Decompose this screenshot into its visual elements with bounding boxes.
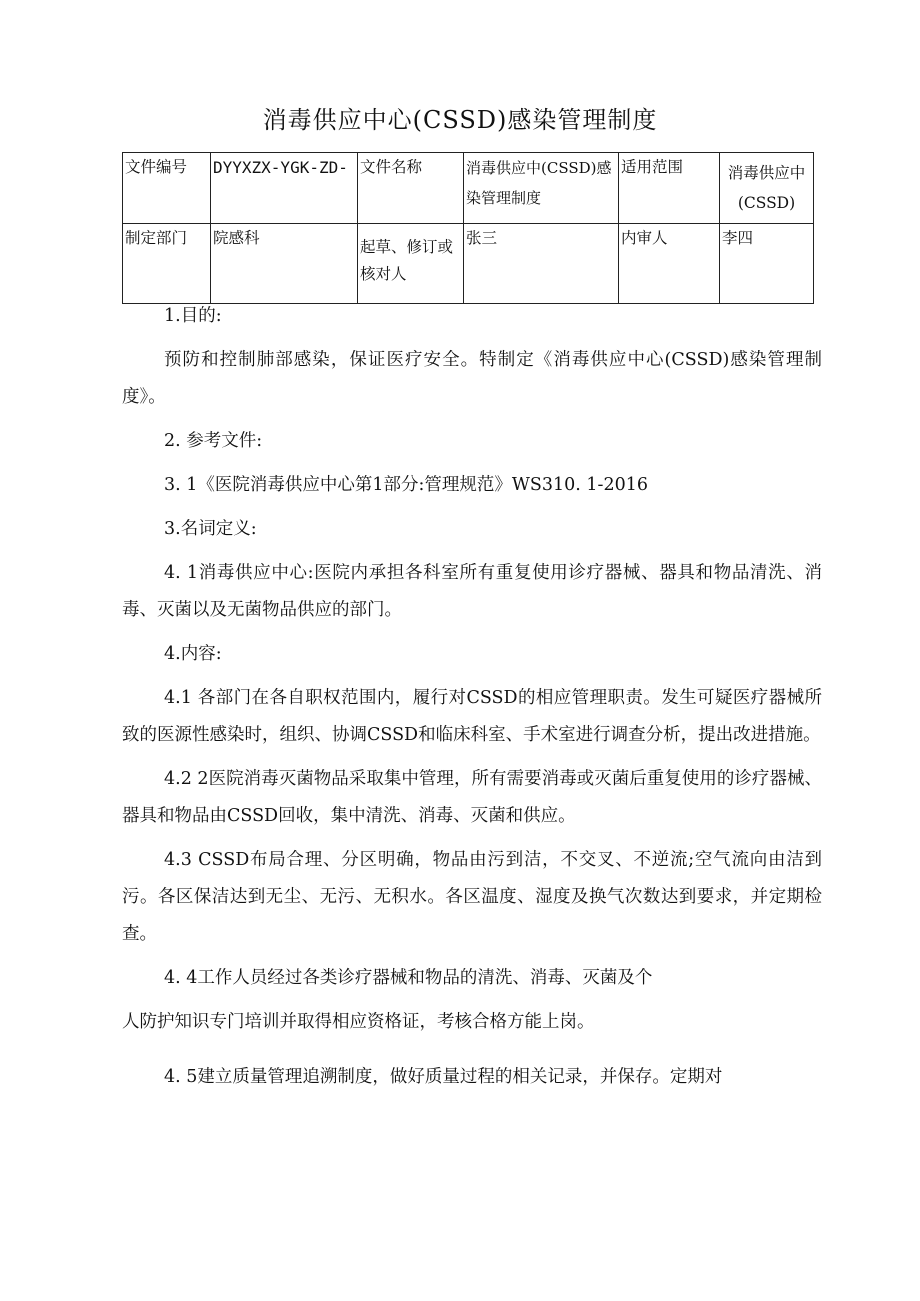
- meta-row: [123, 224, 814, 304]
- paragraph: 4.2 2医院消毒灭菌物品采取集中管理，所有需要消毒或灭菌后重复使用的诊疗器械、器具和物品由CSSD回收，集中清洗、消毒、灭菌和供应。: [122, 769, 822, 826]
- dept-label: 制定部门: [123, 224, 211, 304]
- paragraph: 4.1 各部门在各自职权范围内，履行对CSSD的相应管理职责。发生可疑医疗器械所致的医源性感染时，组织、协调CSSD和临床科室、手术室进行调查分析，提出改进措施。: [122, 688, 822, 745]
- section-heading: 3.名词定义:: [164, 519, 257, 539]
- drafter-label: 起草、修订或核对人: [358, 224, 464, 304]
- section-heading: 1.目的:: [164, 306, 222, 326]
- reviewer-value: 李四: [720, 224, 814, 304]
- section-heading: 4.内容:: [164, 644, 222, 664]
- paragraph: 预防和控制肺部感染，保证医疗安全。特制定《消毒供应中心(CSSD)感染管理制度》。: [122, 350, 822, 407]
- dept-value: 院感科: [211, 224, 358, 304]
- doc-no-value: DYYXZX-YGK-ZD-: [211, 153, 358, 224]
- doc-no-label: 文件编号: [123, 153, 211, 224]
- reviewer-label: 内审人: [619, 224, 720, 304]
- paragraph: 4. 1消毒供应中心:医院内承担各科室所有重复使用诊疗器械、器具和物品清洗、消毒、灭菌以及无菌物品供应的部门。: [122, 563, 822, 620]
- doc-name-value: 消毒供应中(CSSD)感染管理制度: [464, 153, 619, 224]
- doc-name-label: 文件名称: [358, 153, 464, 224]
- section-heading: 2. 参考文件:: [164, 431, 263, 451]
- meta-row: [123, 153, 814, 224]
- document-title: 消毒供应中心(CSSD)感染管理制度: [262, 106, 658, 134]
- document-body: [122, 298, 822, 1096]
- document-meta-table: [122, 152, 814, 304]
- drafter-value: 张三: [464, 224, 619, 304]
- paragraph: 4. 4工作人员经过各类诊疗器械和物品的清洗、消毒、灭菌及个: [164, 968, 653, 988]
- paragraph: 4.3 CSSD布局合理、分区明确，物品由污到洁，不交叉、不逆流;空气流向由洁到污。各区保洁达到无尘、无污、无积水。各区温度、湿度及换气次数达到要求，并定期检查。: [122, 850, 822, 944]
- paragraph: 人防护知识专门培训并取得相应资格证，考核合格方能上岗。: [122, 1012, 595, 1032]
- scope-label: 适用范围: [619, 153, 720, 224]
- paragraph: 4. 5建立质量管理追溯制度，做好质量过程的相关记录，并保存。定期对: [164, 1067, 723, 1087]
- paragraph: 3. 1《医院消毒供应中心第1部分:管理规范》WS310. 1-2016: [164, 475, 649, 495]
- scope-value: 消毒供应中(CSSD): [720, 153, 814, 224]
